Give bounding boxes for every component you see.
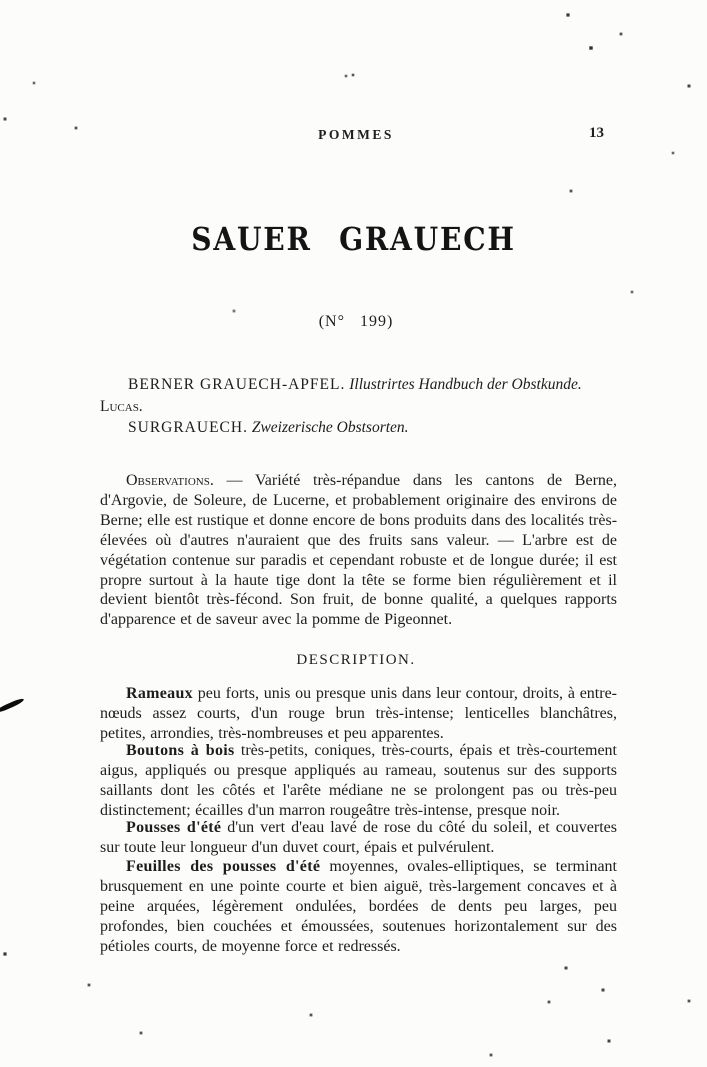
- entry-term: Feuilles des pousses d'été: [126, 858, 321, 875]
- description-heading: DESCRIPTION.: [296, 652, 416, 668]
- variety-title: SAUER GRAUECH: [191, 220, 516, 258]
- synonym-author: Lucas.: [100, 397, 143, 415]
- synonym-source: Illustrirtes Handbuch der Obstkunde.: [349, 376, 582, 393]
- entry-text: d'un vert d'eau lavé de rose du côté du soleil, et couvertes sur toute leur longueur d'un duvet court, épais et pulvérulent.: [100, 819, 617, 856]
- entry-text: peu forts, unis ou presque unis dans leur contour, droits, à entre-nœuds assez courts, d'un rouge brun très-intense; lenticelles blanchâtres, petites, arrondies, très-nombreuses et peu apparentes.: [100, 685, 617, 742]
- entry-text: moyennes, ovales-elliptiques, se terminant brusquement en une pointe courte et bien aiguë, très-largement concaves et à peine arquées, légèrement ondulées, bordées de dents peu larges, peu profondes, bien couchées et émoussées, soutenues horizontalement sur des pétioles courts, de moyenne force et redressés.: [100, 858, 617, 955]
- synonym-name: SURGRAUECH.: [128, 419, 248, 436]
- page-header: [100, 127, 612, 147]
- margin-ink-stroke: [0, 697, 25, 714]
- description-entry-rameaux: [100, 684, 617, 744]
- variety-number: (N° 199): [318, 313, 394, 330]
- scan-specks: [0, 0, 2, 2]
- page-number: 13: [589, 125, 604, 141]
- running-title: POMMES: [318, 127, 394, 142]
- synonym-entry-1: [100, 374, 617, 417]
- synonym-entry-2: [100, 417, 617, 439]
- synonym-name: BERNER GRAUECH-APFEL.: [128, 376, 346, 393]
- entry-term: Pousses d'été: [126, 819, 222, 836]
- entry-term: Rameaux: [126, 685, 193, 702]
- entry-term: Boutons à bois: [126, 742, 235, 759]
- entry-text: très-petits, coniques, très-courts, épais et très-courtement aigus, appliqués ou presque appliqués au rameau, soutenus sur des supports saillants dont les côtés et l'arête médiane ne se prolongent pas ou très-peu distinctement; écailles d'un marron rougeâtre très-intense, presque noir.: [100, 742, 617, 819]
- observations-paragraph: [100, 471, 617, 630]
- description-entry-boutons-a-bois: [100, 741, 617, 821]
- observations-label: Observations.: [126, 472, 214, 489]
- synonyms-block: [100, 374, 617, 439]
- observations-text: — Variété très-répandue dans les cantons de Berne, d'Argovie, de Soleure, de Lucerne, et probablement originaire des environs de Berne; elle est rustique et donne encore de bons produits dans des localités très-élevées où d'autres n'auraient que des fruits sans valeur. — L'arbre est de végétation contenue sur paradis et cependant robuste et de longue durée; il est propre surtout à la haute tige dont la tête se forme bien régulièrement et il devient bientôt très-fécond. Son fruit, de bonne qualité, a quelques rapports d'apparence et de saveur avec la pomme de Pigeonnet.: [100, 472, 618, 629]
- description-entry-pousses-d-ete: [100, 818, 617, 858]
- synonym-source: Zweizerische Obstsorten.: [251, 419, 409, 436]
- description-entry-feuilles: [100, 857, 617, 957]
